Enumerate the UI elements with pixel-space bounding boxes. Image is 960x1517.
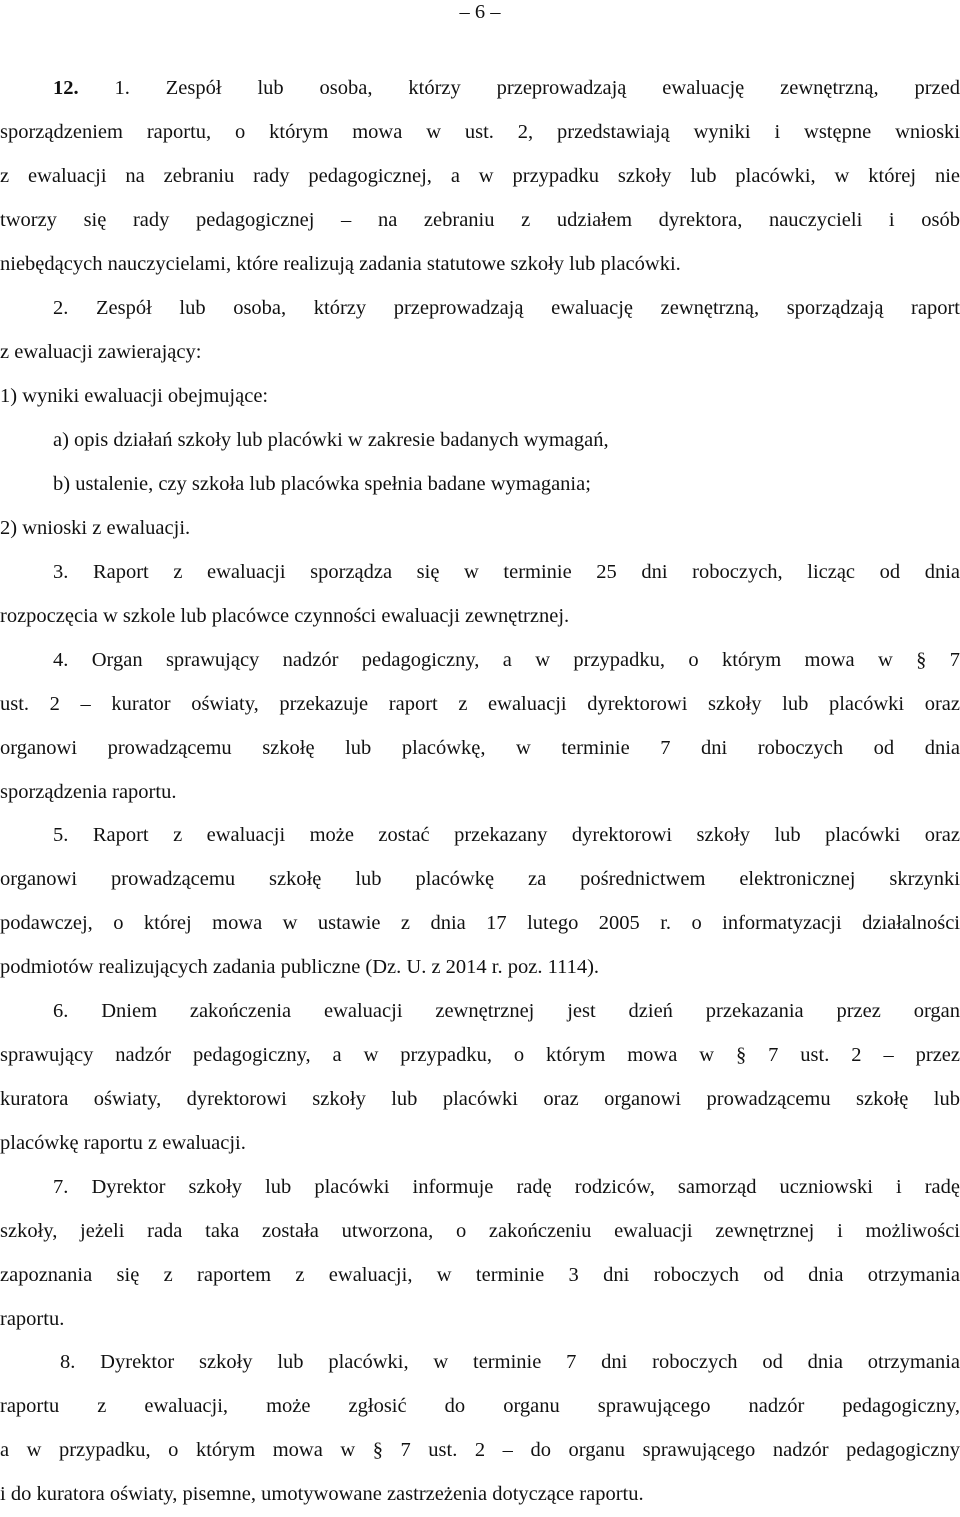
text-line: 3. Raport z ewaluacji sporządza się w terminie 25 dni roboczych, licząc od dnia bbox=[53, 561, 960, 583]
text-line: podawczej, o której mowa w ustawie z dnia 17 lutego 2005 r. o informatyzacji działalności bbox=[0, 912, 960, 934]
text-line: zapoznania się z raportem z ewaluacji, w terminie 3 dni roboczych od dnia otrzymania bbox=[0, 1264, 960, 1286]
text-line: 8. Dyrektor szkoły lub placówki, w terminie 7 dni roboczych od dnia otrzymania bbox=[60, 1351, 960, 1373]
text-line: raportu z ewaluacji, może zgłosić do organu sprawującego nadzór pedagogiczny, bbox=[0, 1395, 960, 1417]
text-line: organowi prowadzącemu szkołę lub placówkę, w terminie 7 dni roboczych od dnia bbox=[0, 737, 960, 759]
text-line: rozpoczęcia w szkole lub placówce czynności ewaluacji zewnętrznej. bbox=[0, 605, 570, 627]
text-line: a w przypadku, o którym mowa w § 7 ust. 2 – do organu sprawującego nadzór pedagogiczny bbox=[0, 1439, 960, 1461]
page-number: – 6 – bbox=[459, 1, 501, 23]
text-line: raportu. bbox=[0, 1308, 65, 1330]
text-line: sprawujący nadzór pedagogiczny, a w przypadku, o którym mowa w § 7 ust. 2 – przez bbox=[0, 1044, 960, 1066]
text-line: sporządzeniem raportu, o którym mowa w ust. 2, przedstawiają wyniki i wstępne wnioski bbox=[0, 121, 960, 143]
text-line: tworzy się rady pedagogicznej – na zebraniu z udziałem dyrektora, nauczycieli i osób bbox=[0, 209, 960, 231]
text-line: 1) wyniki ewaluacji obejmujące: bbox=[0, 385, 269, 407]
text-line: 2. Zespół lub osoba, którzy przeprowadzają ewaluację zewnętrzną, sporządzają raport bbox=[53, 297, 960, 319]
text-line: organowi prowadzącemu szkołę lub placówkę za pośrednictwem elektronicznej skrzynki bbox=[0, 868, 960, 890]
text-line: 5. Raport z ewaluacji może zostać przekazany dyrektorowi szkoły lub placówki oraz bbox=[53, 824, 960, 846]
text-line: sporządzenia raportu. bbox=[0, 781, 177, 803]
text-line: placówkę raportu z ewaluacji. bbox=[0, 1132, 246, 1154]
text-line: b) ustalenie, czy szkoła lub placówka spełnia badane wymagania; bbox=[53, 473, 591, 495]
text-line: 2) wnioski z ewaluacji. bbox=[0, 517, 191, 539]
text-line: 7. Dyrektor szkoły lub placówki informuje radę rodziców, samorząd uczniowski i radę bbox=[53, 1176, 960, 1198]
text-line: niebędących nauczycielami, które realizują zadania statutowe szkoły lub placówki. bbox=[0, 253, 681, 275]
text-line: i do kuratora oświaty, pisemne, umotywowane zastrzeżenia dotyczące raportu. bbox=[0, 1483, 644, 1505]
text-line: ust. 2 – kurator oświaty, przekazuje raport z ewaluacji dyrektorowi szkoły lub placówki oraz bbox=[0, 693, 960, 715]
text-line: z ewaluacji zawierający: bbox=[0, 341, 202, 363]
text-line: z ewaluacji na zebraniu rady pedagogicznej, a w przypadku szkoły lub placówki, w której nie bbox=[0, 165, 960, 187]
text-line: podmiotów realizujących zadania publiczne (Dz. U. z 2014 r. poz. 1114). bbox=[0, 956, 600, 978]
text-line: 6. Dniem zakończenia ewaluacji zewnętrznej jest dzień przekazania przez organ bbox=[53, 1000, 960, 1022]
text-line: 4. Organ sprawujący nadzór pedagogiczny, a w przypadku, o którym mowa w § 7 bbox=[53, 649, 960, 671]
text-line: szkoły, jeżeli rada taka została utworzona, o zakończeniu ewaluacji zewnętrznej i możliwości bbox=[0, 1220, 960, 1242]
text-line: a) opis działań szkoły lub placówki w zakresie badanych wymagań, bbox=[53, 429, 609, 451]
text-line: 12. 1. Zespół lub osoba, którzy przeprowadzają ewaluację zewnętrzną, przed bbox=[53, 77, 960, 99]
text-line: kuratora oświaty, dyrektorowi szkoły lub placówki oraz organowi prowadzącemu szkołę lub bbox=[0, 1088, 960, 1110]
